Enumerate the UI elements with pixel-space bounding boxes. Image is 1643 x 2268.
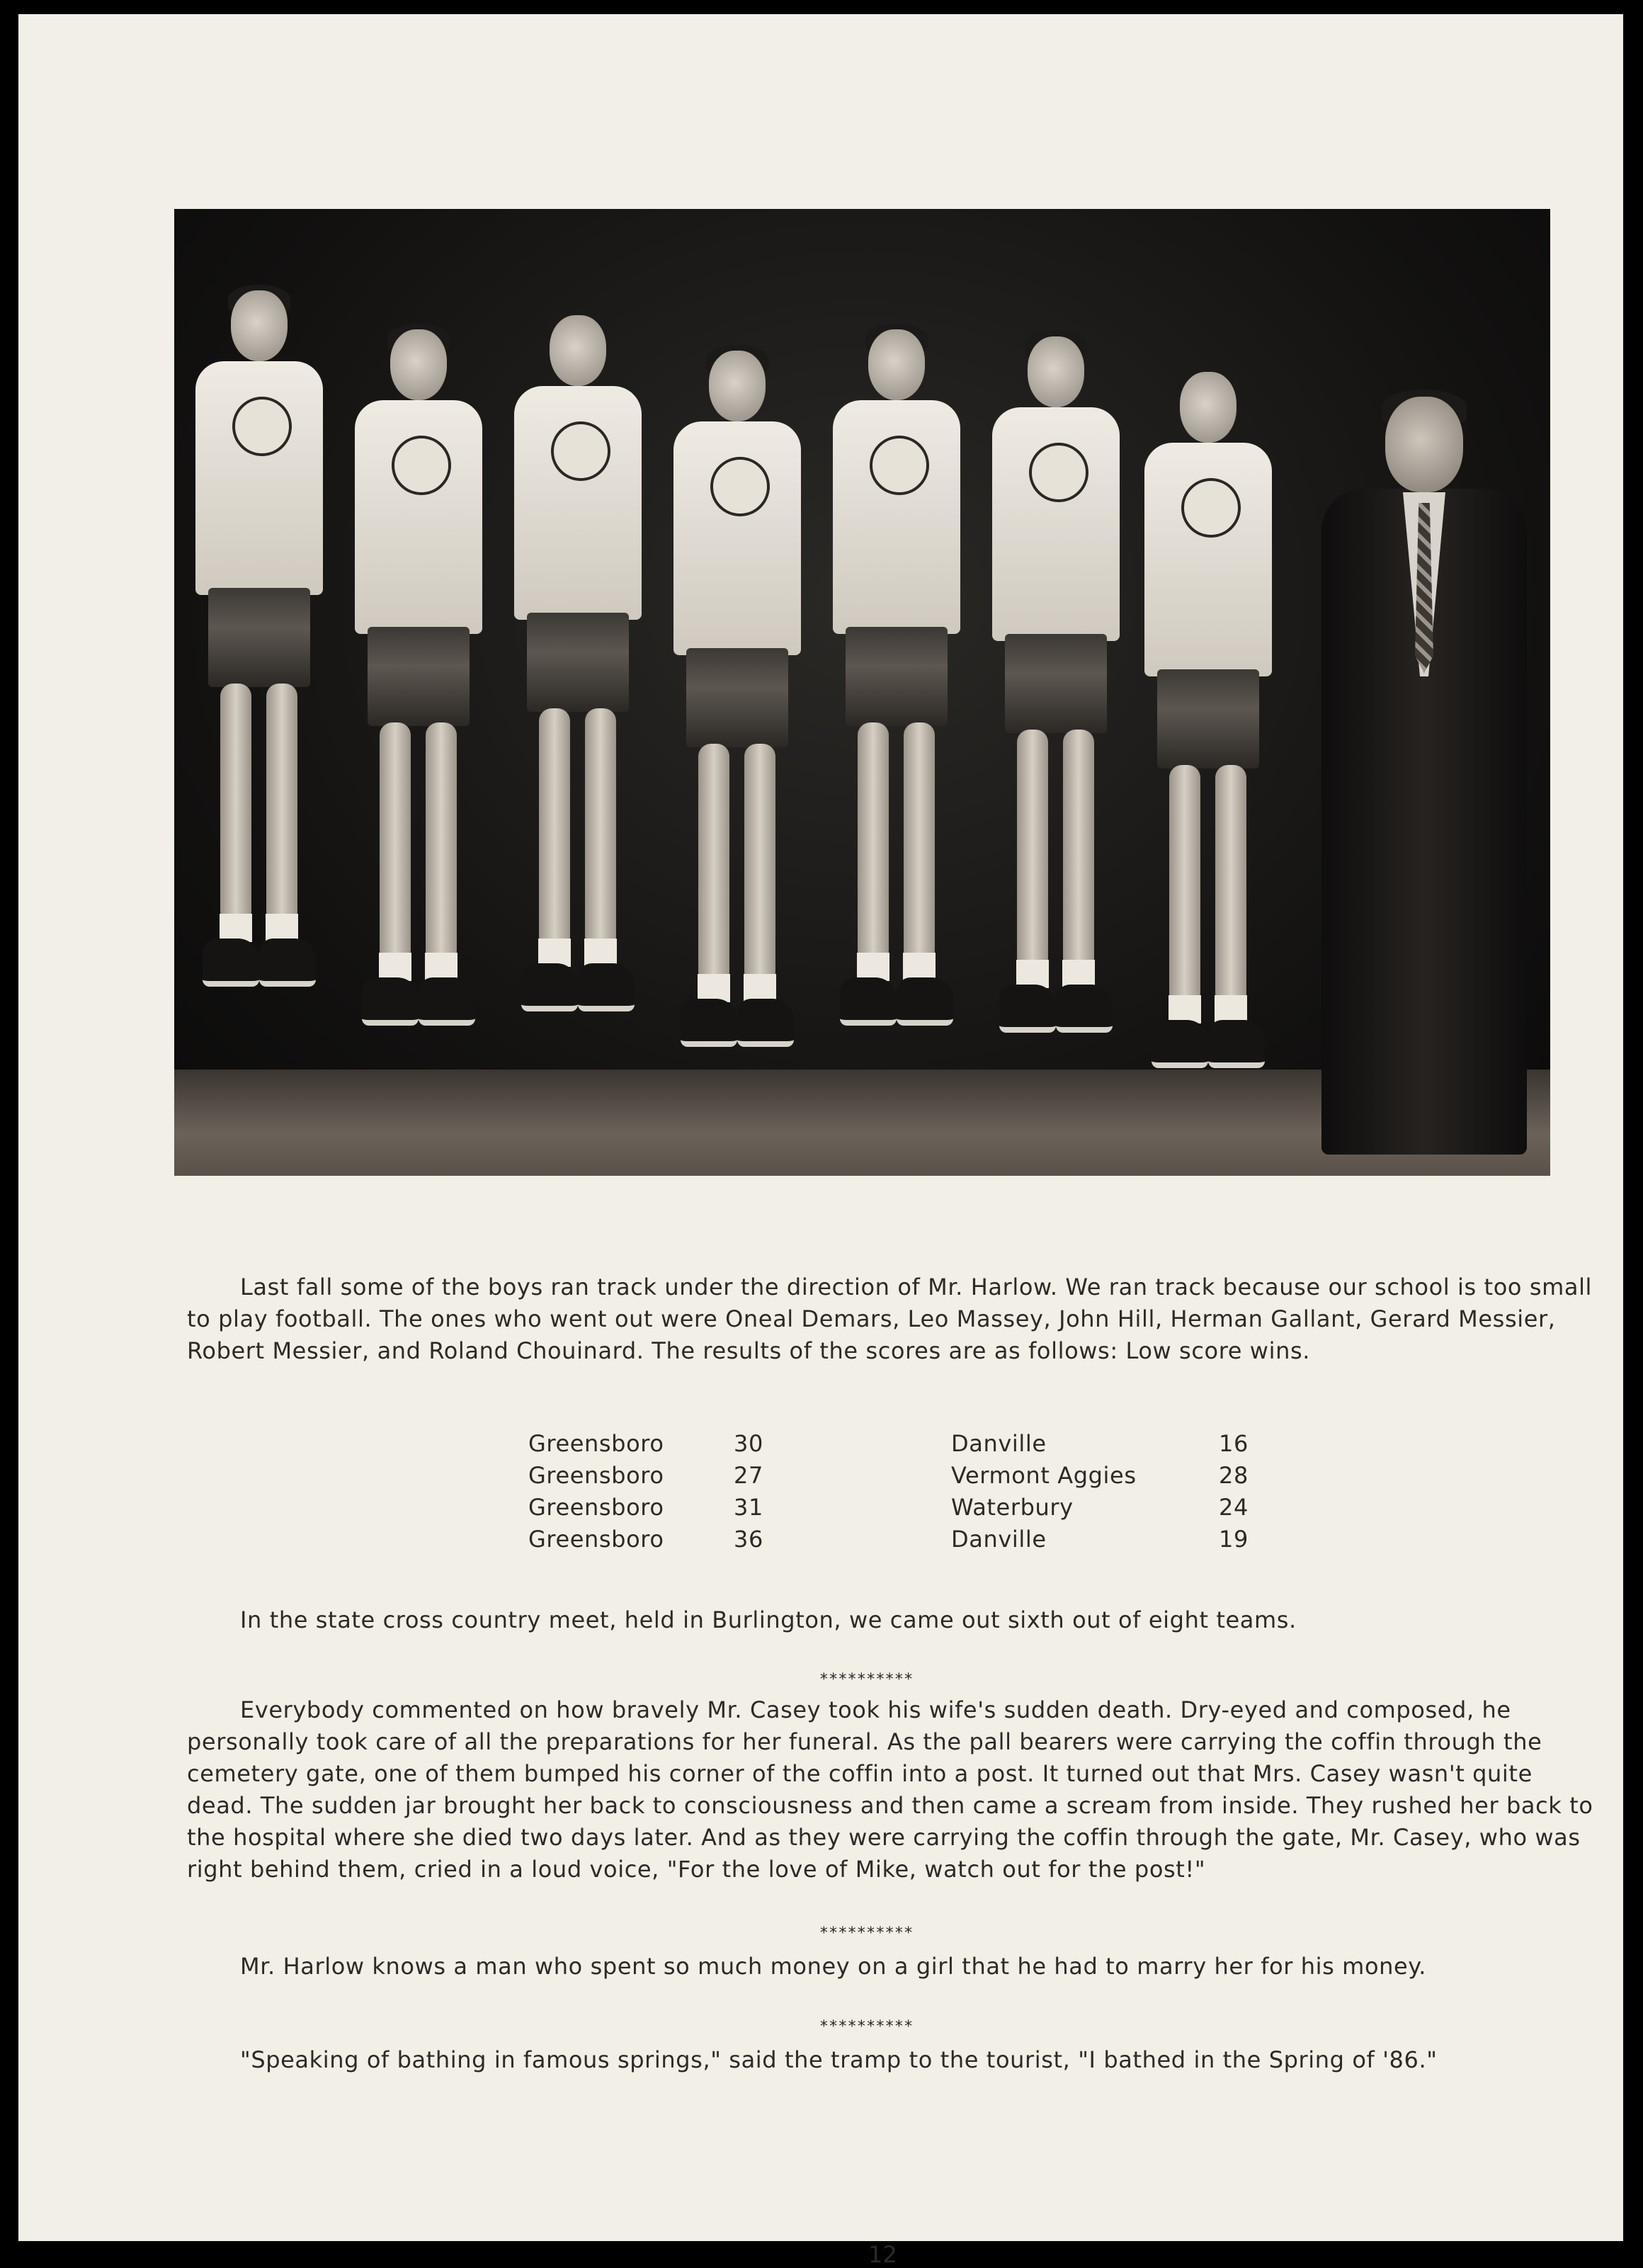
team-photo [174,209,1550,1176]
paragraph-cross-country [187,1604,1596,1636]
opponent-score-cell: 19 [1219,1526,1249,1553]
paragraph-harlow [187,1951,1596,1983]
opponent-cell: Danville [951,1526,1047,1553]
score-cell: 30 [734,1430,763,1457]
separator: ********** [819,1671,914,1689]
player-1 [188,290,330,1147]
player-6 [985,336,1127,1147]
score-row [528,1428,1307,1460]
paragraph-tramp-text: "Speaking of bathing in famous springs," said the tramp to the tourist, "I bathed in the Spring of '86." [240,2046,1438,2073]
player-7 [1137,372,1279,1147]
opponent-cell: Danville [951,1430,1047,1457]
score-row [528,1460,1307,1492]
player-4 [666,351,808,1147]
opponent-cell: Vermont Aggies [951,1462,1137,1489]
team-cell: Greensboro [528,1462,664,1489]
score-cell: 27 [734,1462,763,1489]
page [18,14,1623,2268]
player-2 [348,329,489,1151]
score-cell: 36 [734,1526,763,1553]
opponent-score-cell: 24 [1219,1494,1249,1521]
team-cell: Greensboro [528,1430,664,1457]
score-row [528,1524,1307,1555]
team-cell: Greensboro [528,1494,664,1521]
separator: ********** [819,1924,914,1942]
paragraph-cross-country-text: In the state cross country meet, held in Burlington, we came out sixth out of eight teams. [240,1606,1297,1633]
team-cell: Greensboro [528,1526,664,1553]
opponent-score-cell: 28 [1219,1462,1249,1489]
scores-table [528,1428,1307,1555]
paragraph-casey [187,1694,1596,1886]
paragraph-track [187,1271,1596,1367]
score-cell: 31 [734,1494,763,1521]
separator: ********** [819,2018,914,2036]
paragraph-tramp [187,2044,1596,2076]
player-5 [826,329,967,1147]
page-number: 12 [868,2241,897,2268]
paragraph-harlow-text: Mr. Harlow knows a man who spent so much money on a girl that he had to marry her for his money. [240,1953,1427,1980]
coach [1314,397,1534,1162]
opponent-cell: Waterbury [951,1494,1074,1521]
score-row [528,1492,1307,1524]
paragraph-casey-text: Everybody commented on how bravely Mr. Casey took his wife's sudden death. Dry-eyed and composed, he personally took care of all the preparations for her funeral. As the pall bearers were carrying the coffin through the cemetery gate, one of them bumped his corner of the coffin into a post. It turned out that Mrs. Casey wasn't quite dead. The sudden jar brought her back to consciousness and then came a scream from inside. They rushed her back to the hospital where she died two days later. And as they were carrying the coffin through the gate, Mr. Casey, who was right behind them, cried in a loud voice, "For the love of Mike, watch out for the post!" [187,1696,1593,1883]
paragraph-track-text: Last fall some of the boys ran track under the direction of Mr. Harlow. We ran track because our school is too small to play football. The ones who went out were Oneal Demars, Leo Massey, John Hill, Herman Gallant, Gerard Messier, Robert Messier, and Roland Chouinard. The results of the scores are as follows: Low score wins. [187,1274,1593,1364]
player-3 [507,315,649,1147]
opponent-score-cell: 16 [1219,1430,1249,1457]
